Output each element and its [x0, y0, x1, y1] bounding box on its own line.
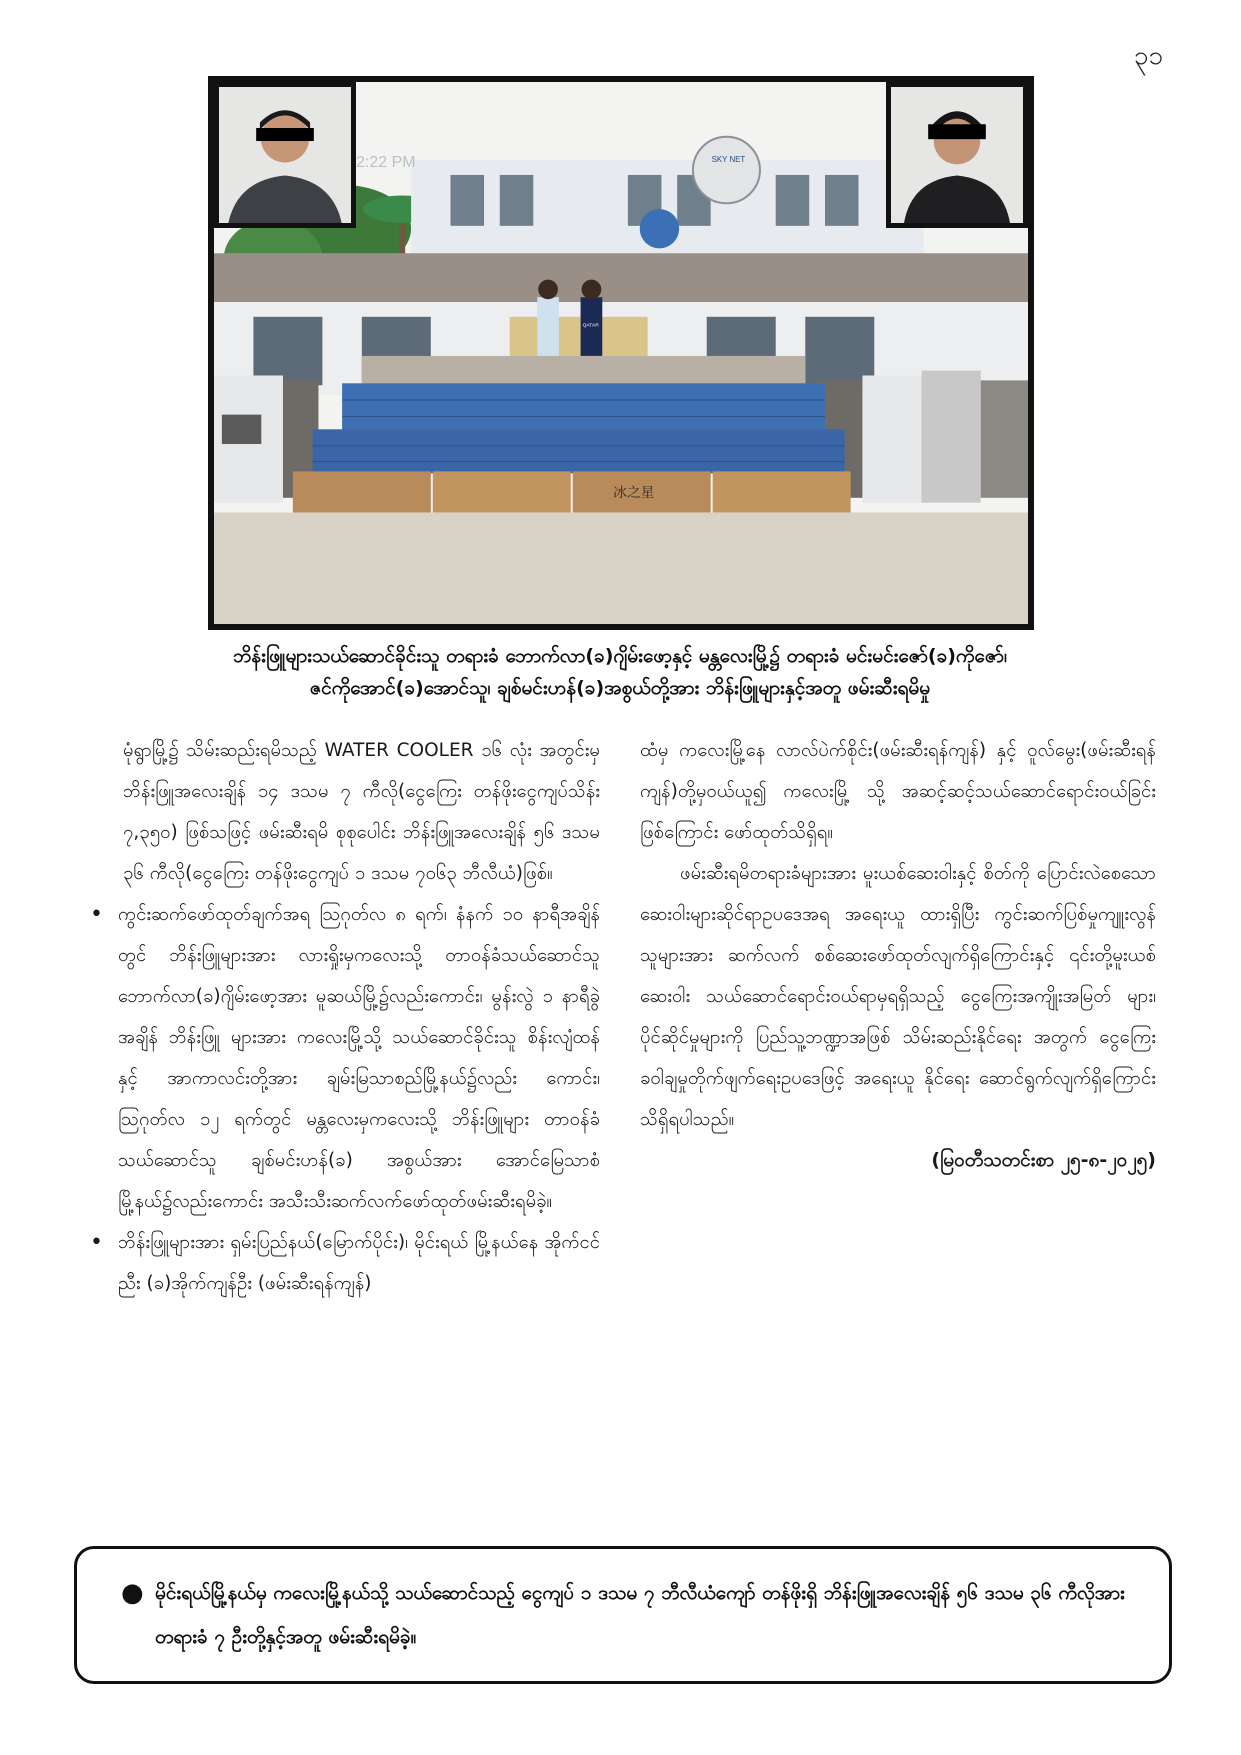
- right-paragraph-1: ထံမှ ကလေးမြို့နေ လာလ်ပဲက်စိုင်း(ဖမ်းဆီးရန်ကျန်) နှင့် ဝူလ်မွေး(ဖမ်းဆီးရန်ကျန်)တို့မှဝယ်ယူ၍ ကလေးမြို့ သို့ အဆင့်ဆင့်သယ်ဆောင်ရောင်းဝယ်ခြင်းဖြစ်ကြောင်း ဖော်ထုတ်သိရှိရ။: [640, 740, 1156, 843]
- suspect-portrait-left: [219, 87, 351, 223]
- page-number: ၃၁: [1133, 41, 1163, 71]
- suspect-photo-right: [886, 82, 1028, 228]
- bullet-text: ကွင်းဆက်ဖော်ထုတ်ချက်အရ ဩဂုတ်လ ၈ ရက်၊ နံနက် ၁၀ နာရီအချိန်တွင် ဘိန်းဖြူများအား လားရှိုးမှကလေးသို့ တာဝန်ခံသယ်ဆောင်သူ ဘောက်လာ(ခ)ဂျိမ်းဖော့အား မူဆယ်မြို့၌လည်းကောင်း၊ မွန်းလွဲ ၁ နာရီခွဲအချိန် ဘိန်းဖြူ များအား ကလေးမြို့သို့ သယ်ဆောင်ခိုင်းသူ စိန်းလျံထန် နှင့် အာကာလင်းတို့အား ချမ်းမြသာစည်မြို့နယ်၌လည်း ကောင်း၊ ဩဂုတ်လ ၁၂ ရက်တွင် မန္တလေးမှကလေးသို့ ဘိန်းဖြူများ တာဝန်ခံသယ်ဆောင်သူ ချစ်မင်းဟန်(ခ) အစွယ်အား အောင်မြေသာစံမြို့နယ်၌လည်းကောင်း အသီးသီးဆက်လက်ဖော်ထုတ်ဖမ်းဆီးရမိခဲ့။: [118, 904, 600, 1212]
- bullet-text: ဘိန်းဖြူများအား ရှမ်းပြည်နယ်(မြောက်ပိုင်း)၊ မိုင်းရယ် မြို့နယ်နေ အိုက်ငင်ညီး (ခ)အိုက်ကျန်ဦး (ဖမ်းဆီးရန်ကျန်): [118, 1232, 600, 1294]
- photo-caption: [120, 640, 1120, 704]
- bullet-icon: •: [90, 902, 103, 927]
- right-paragraph-2: ဖမ်းဆီးရမိတရားခံများအား မူးယစ်ဆေးဝါးနှင့် စိတ်ကို ပြောင်းလဲစေသောဆေးဝါးများဆိုင်ရာဥပဒေအရ အရေးယူ ထားရှိပြီး ကွင်းဆက်ပြစ်မှုကျူးလွန်သူများအား ဆက်လက် စစ်ဆေးဖော်ထုတ်လျက်ရှိကြောင်းနှင့် ၎င်းတို့မူးယစ်ဆေးဝါး သယ်ဆောင်ရောင်းဝယ်ရာမှရရှိသည့် ငွေကြေးအကျိုးအမြတ် များ၊ ပိုင်ဆိုင်မှုများကို ပြည်သူ့ဘဏ္ဍာအဖြစ် သိမ်းဆည်းနိုင်ရေး အတွက် ငွေကြေးခဝါချမှုတိုက်ဖျက်ရေးဥပဒေဖြင့် အရေးယူ နိုင်ရေး ဆောင်ရွက်လျက်ရှိကြောင်း သိရှိရပါသည်။: [640, 863, 1156, 1130]
- summary-highlight-box: [74, 1546, 1172, 1684]
- bullet-icon: ●: [121, 1578, 144, 1608]
- timestamp-watermark: 2:22 PM: [356, 154, 416, 171]
- box-label: 冰之星: [613, 484, 655, 501]
- caption-line-2: ဇင်ကိုအောင်(ခ)အောင်သူ၊ ချစ်မင်းဟန်(ခ)အစွယ်တို့အား ဘိန်းဖြူများနှင့်အတူ ဖမ်းဆီးရမိမှု: [309, 677, 931, 699]
- caption-line-1: ဘိန်းဖြူများသယ်ဆောင်ခိုင်းသူ တရားခံ ဘောက်လာ(ခ)ဂျိမ်းဖော့နှင့် မန္တလေးမြို့၌ တရားခံ မင်းမင်းဇော်(ခ)ကိုဇော်၊: [233, 645, 1007, 667]
- bullet-item: [90, 894, 600, 1222]
- summary-text: မိုင်းရယ်မြို့နယ်မှ ကလေးမြို့နယ်သို့ သယ်ဆောင်သည့် ငွေကျပ် ၁ ဒသမ ၇ ဘီလီယံကျော် တန်ဖိုးရှိ ဘိန်းဖြူအလေးချိန် ၅၆ ဒသမ ၃၆ ကီလိုအား တရားခံ ၇ ဦးတို့နှင့်အတူ ဖမ်းဆီးရမိခဲ့။: [155, 1582, 1125, 1648]
- suspect-photo-left: [214, 82, 356, 228]
- summary-row: [121, 1571, 1139, 1659]
- bullet-icon: •: [90, 1230, 103, 1255]
- seizure-photo: [208, 76, 1034, 630]
- jersey-label: QATAR: [582, 323, 599, 329]
- right-column: [640, 730, 1156, 1181]
- left-intro-paragraph: မုံရွာမြို့၌ သိမ်းဆည်းရမိသည့် WATER COOLER ၁၆ လုံး အတွင်းမှ ဘိန်းဖြူအလေးချိန် ၁၄ ဒသမ ၇ ကီလို(ငွေကြေး တန်ဖိုးငွေကျပ်သိန်း ၇,၃၅၀) ဖြစ်သဖြင့် ဖမ်းဆီးရမိ စုစုပေါင်း ဘိန်းဖြူအလေးချိန် ၅၆ ဒသမ ၃၆ ကီလို(ငွေကြေး တန်ဖိုးငွေကျပ် ၁ ဒသမ ၇၀၆၃ ဘီလီယံ)ဖြစ်။: [123, 740, 600, 884]
- left-column: [90, 730, 600, 1304]
- news-source: (မြဝတီသတင်းစာ ၂၅-၈-၂၀၂၅): [931, 1149, 1156, 1171]
- suspect-portrait-right: [891, 87, 1023, 223]
- antenna-label: SKY NET: [711, 155, 746, 165]
- bullet-item: [90, 1222, 600, 1304]
